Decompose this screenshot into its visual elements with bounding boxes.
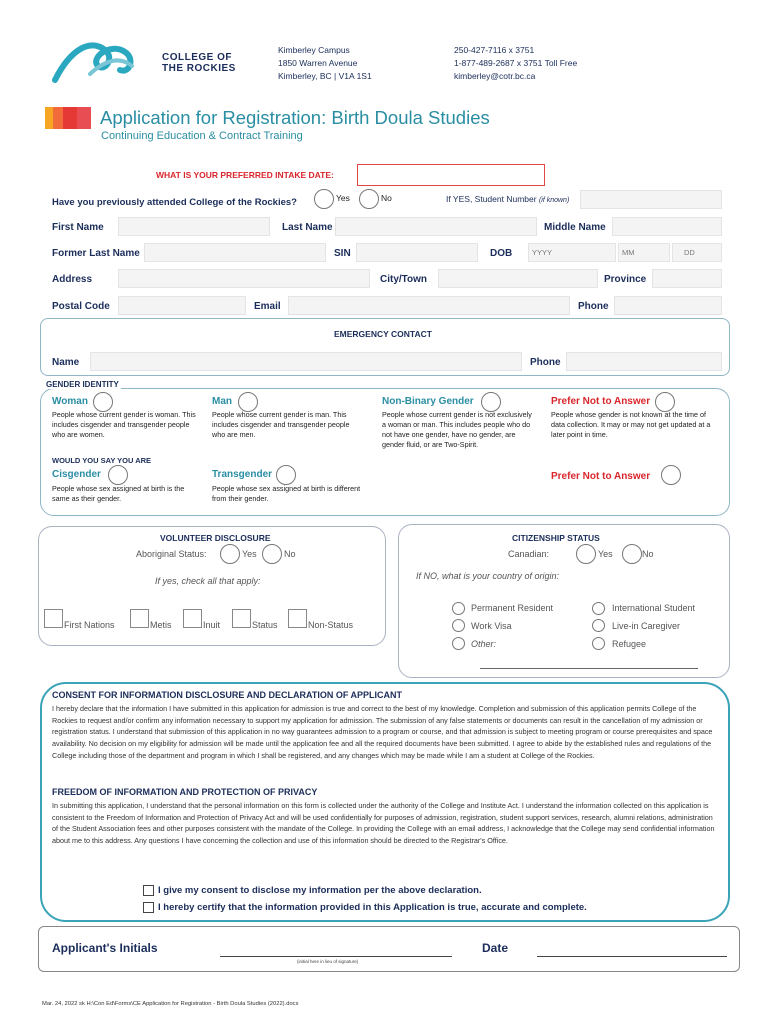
gender-nonbinary-desc: People whose current gender is not exclusively a woman or man. This includes people who do not have one gender, have no gender, are gender fluid, or are Two-Spirit. xyxy=(382,410,532,449)
dob-day-placeholder: DD xyxy=(684,248,695,257)
intake-date-input[interactable] xyxy=(357,164,545,186)
gender-transgender-desc: People whose sex assigned at birth is different from their gender. xyxy=(212,484,361,503)
aboriginal-no-radio[interactable] xyxy=(262,544,282,564)
middle-name-label: Middle Name xyxy=(544,222,606,233)
check-all-label: If yes, check all that apply: xyxy=(155,576,261,586)
province-label: Province xyxy=(604,274,647,285)
aboriginal-no-label: No xyxy=(284,549,296,559)
attended-no-label: No xyxy=(381,193,392,203)
phone-tollfree: 1-877-489-2687 x 3751 Toll Free xyxy=(454,58,578,68)
foi-text: In submitting this application, I understand that the personal information on this form is collected under the authority of the College and Institute Act. I understand the information collected on this application is consistent to the Freedom of Information and Protection of Privacy Act and will be used confidentially for purposes of admission, registration, student support services, research, alumni relations, administration of the Student Association fees and other purposes consistent with the mandate of the College. In providing the College with an email address, I acknowledge that the College may send confidential information about me to this address. Any questions I have concerning the collection and use of this information should be directed to the Registrar's Office. xyxy=(52,801,715,846)
city-label: City/Town xyxy=(380,274,428,285)
consent-checkbox-1[interactable] xyxy=(143,885,154,896)
first-nations-label: First Nations xyxy=(64,620,115,630)
non-status-label: Non-Status xyxy=(308,620,354,630)
sin-label: SIN xyxy=(334,248,351,259)
gender-prefer-label: Prefer Not to Answer xyxy=(551,396,651,407)
gender-cisgender-radio[interactable] xyxy=(108,465,128,485)
campus-name: Kimberley Campus xyxy=(278,45,350,55)
volunteer-title: VOLUNTEER DISCLOSURE xyxy=(160,533,271,543)
date-line[interactable] xyxy=(537,956,727,957)
phone-local: 250-427-7116 x 3751 xyxy=(454,45,535,55)
consent-title: CONSENT FOR INFORMATION DISCLOSURE AND DECLARATION OF APPLICANT xyxy=(52,690,402,700)
other-radio[interactable] xyxy=(452,637,465,650)
initials-note: (initial here in lieu of signature) xyxy=(297,959,359,964)
campus-city: Kimberley, BC | V1A 1S1 xyxy=(278,71,372,81)
city-input[interactable] xyxy=(438,269,598,288)
country-origin-label: If NO, what is your country of origin: xyxy=(416,571,560,581)
citizenship-box xyxy=(398,524,730,678)
gender-man-desc: People whose current gender is man. This includes cisgender and transgender people who are men. xyxy=(212,410,350,439)
dob-year-placeholder: YYYY xyxy=(532,248,553,257)
refugee-label: Refugee xyxy=(612,639,647,649)
work-visa-label: Work Visa xyxy=(471,621,512,631)
aboriginal-label: Aboriginal Status: xyxy=(136,549,207,559)
gender-woman-desc: People whose current gender is woman. This includes cisgender and transgender people who are women. xyxy=(52,410,196,439)
page-subtitle: Continuing Education & Contract Training xyxy=(101,130,303,142)
status-label: Status xyxy=(252,620,278,630)
first-name-label: First Name xyxy=(52,222,104,233)
gender-prefer-desc: People whose gender is not known at the time of data collection. It may or may not get updated at a later point in time. xyxy=(551,410,711,439)
title-accent xyxy=(45,107,91,129)
canadian-no-label: No xyxy=(642,549,654,559)
other-country-line[interactable] xyxy=(480,668,698,669)
postal-code-label: Postal Code xyxy=(52,301,110,312)
attended-no-radio[interactable] xyxy=(359,189,379,209)
gender-cisgender-label: Cisgender xyxy=(52,469,101,480)
canadian-yes-radio[interactable] xyxy=(576,544,596,564)
attended-label: Have you previously attended College of the Rockies? xyxy=(52,197,297,208)
former-last-name-label: Former Last Name xyxy=(52,248,140,259)
email-label: Email xyxy=(254,301,281,312)
foi-title: FREEDOM OF INFORMATION AND PROTECTION OF PRIVACY xyxy=(52,787,318,797)
consent-check2-label: I hereby certify that the information provided in this Application is true, accurate and complete. xyxy=(158,902,587,913)
gender-nonbinary-label: Non-Binary Gender xyxy=(382,396,474,407)
emergency-phone-input[interactable] xyxy=(566,352,722,371)
gender-man-label: Man xyxy=(212,396,232,407)
refugee-radio[interactable] xyxy=(592,637,605,650)
gender-cisgender-desc: People whose sex assigned at birth is the same as their gender. xyxy=(52,484,185,503)
aboriginal-yes-radio[interactable] xyxy=(220,544,240,564)
gender-prefer2-radio[interactable] xyxy=(661,465,681,485)
province-input[interactable] xyxy=(652,269,722,288)
gender-transgender-radio[interactable] xyxy=(276,465,296,485)
campus-street: 1850 Warren Avenue xyxy=(278,58,358,68)
first-name-input[interactable] xyxy=(118,217,270,236)
gender-prefer-radio[interactable] xyxy=(655,392,675,412)
gender-transgender-label: Transgender xyxy=(212,469,273,480)
non-status-checkbox[interactable] xyxy=(288,609,307,628)
org-line1: COLLEGE OF xyxy=(162,52,232,63)
phone-input[interactable] xyxy=(614,296,722,315)
inuit-checkbox[interactable] xyxy=(183,609,202,628)
permanent-resident-radio[interactable] xyxy=(452,602,465,615)
emergency-title: EMERGENCY CONTACT xyxy=(334,329,432,339)
campus-address xyxy=(278,44,372,83)
live-in-caregiver-radio[interactable] xyxy=(592,619,605,632)
live-in-caregiver-label: Live-in Caregiver xyxy=(612,621,681,631)
footer-path: Mar. 24, 2022 sk H:\Con Ed\Forms\CE Application for Registration - Birth Doula Studies (2022).docx xyxy=(42,1001,299,1007)
last-name-input[interactable] xyxy=(335,217,537,236)
phone-label: Phone xyxy=(578,301,609,312)
other-label: Other: xyxy=(471,639,497,649)
gender-man-radio[interactable] xyxy=(238,392,258,412)
contact-email: kimberley@cotr.bc.ca xyxy=(454,71,536,81)
metis-label: Metis xyxy=(150,620,172,630)
last-name-label: Last Name xyxy=(282,222,333,233)
student-number-label xyxy=(446,194,569,204)
initials-line[interactable] xyxy=(220,956,452,957)
canadian-yes-label: Yes xyxy=(598,549,613,559)
gender-woman-radio[interactable] xyxy=(93,392,113,412)
dob-day-input[interactable] xyxy=(672,243,722,262)
former-last-name-input[interactable] xyxy=(144,243,326,262)
student-number-text: If YES, Student Number xyxy=(446,194,537,204)
aboriginal-yes-label: Yes xyxy=(242,549,257,559)
org-line2: THE ROCKIES xyxy=(162,63,236,74)
campus-contact xyxy=(454,44,577,83)
work-visa-radio[interactable] xyxy=(452,619,465,632)
address-input[interactable] xyxy=(118,269,370,288)
emergency-name-label: Name xyxy=(52,357,80,368)
gender-title: GENDER IDENTITY xyxy=(46,380,119,389)
emergency-phone-label: Phone xyxy=(530,357,561,368)
metis-checkbox[interactable] xyxy=(130,609,149,628)
gender-nonbinary-radio[interactable] xyxy=(481,392,501,412)
dob-month-placeholder: MM xyxy=(622,248,635,257)
emergency-name-input[interactable] xyxy=(90,352,522,371)
gender-woman-label: Woman xyxy=(52,396,88,407)
middle-name-input[interactable] xyxy=(612,217,722,236)
org-name xyxy=(162,52,236,74)
inuit-label: Inuit xyxy=(203,620,221,630)
would-you-label: WOULD YOU SAY YOU ARE xyxy=(52,456,152,465)
gender-prefer2-label: Prefer Not to Answer xyxy=(551,471,651,482)
citizenship-title: CITIZENSHIP STATUS xyxy=(512,533,600,543)
intake-label: WHAT IS YOUR PREFERRED INTAKE DATE: xyxy=(156,170,334,180)
sin-input[interactable] xyxy=(356,243,478,262)
international-student-label: International Student xyxy=(612,603,696,613)
page-title: Application for Registration: Birth Doula Studies xyxy=(100,107,490,128)
address-label: Address xyxy=(52,274,93,285)
international-student-radio[interactable] xyxy=(592,602,605,615)
college-logo xyxy=(50,30,160,88)
student-number-ifknown: (if known) xyxy=(538,197,570,204)
email-input[interactable] xyxy=(288,296,570,315)
postal-code-input[interactable] xyxy=(118,296,246,315)
status-checkbox[interactable] xyxy=(232,609,251,628)
date-label: Date xyxy=(482,941,509,955)
first-nations-checkbox[interactable] xyxy=(44,609,63,628)
attended-yes-label: Yes xyxy=(336,193,350,203)
permanent-resident-label: Permanent Resident xyxy=(471,603,554,613)
consent-text: I hereby declare that the information I have submitted in this application for admission is true and correct to the best of my knowledge. Completion and submission of this application permits College of the Rockies to request and/or confirm any information necessary to support my application for admission. The submission of any false statements or documents can result in the cancellation of my admission or registration status. I understand that submission of this application in no way guarantees admission to a program or course, and that admission is subject to meeting program or course prerequisites and space availability. No decision on my eligibility for admission will be made until the application fee and all the required documents have been submitted. I agree to abide by the established rules and regulations of the College including those of the department and program in which I shall be registered, and any changes which may be made while I am a student at College of the Rockies. xyxy=(52,704,713,760)
initials-label: Applicant's Initials xyxy=(52,941,158,955)
canadian-no-radio[interactable] xyxy=(622,544,642,564)
attended-yes-radio[interactable] xyxy=(314,189,334,209)
consent-checkbox-2[interactable] xyxy=(143,902,154,913)
consent-check1-label: I give my consent to disclose my information per the above declaration. xyxy=(158,885,482,896)
dob-label: DOB xyxy=(490,248,513,259)
student-number-input[interactable] xyxy=(580,190,722,209)
canadian-label: Canadian: xyxy=(508,549,550,559)
